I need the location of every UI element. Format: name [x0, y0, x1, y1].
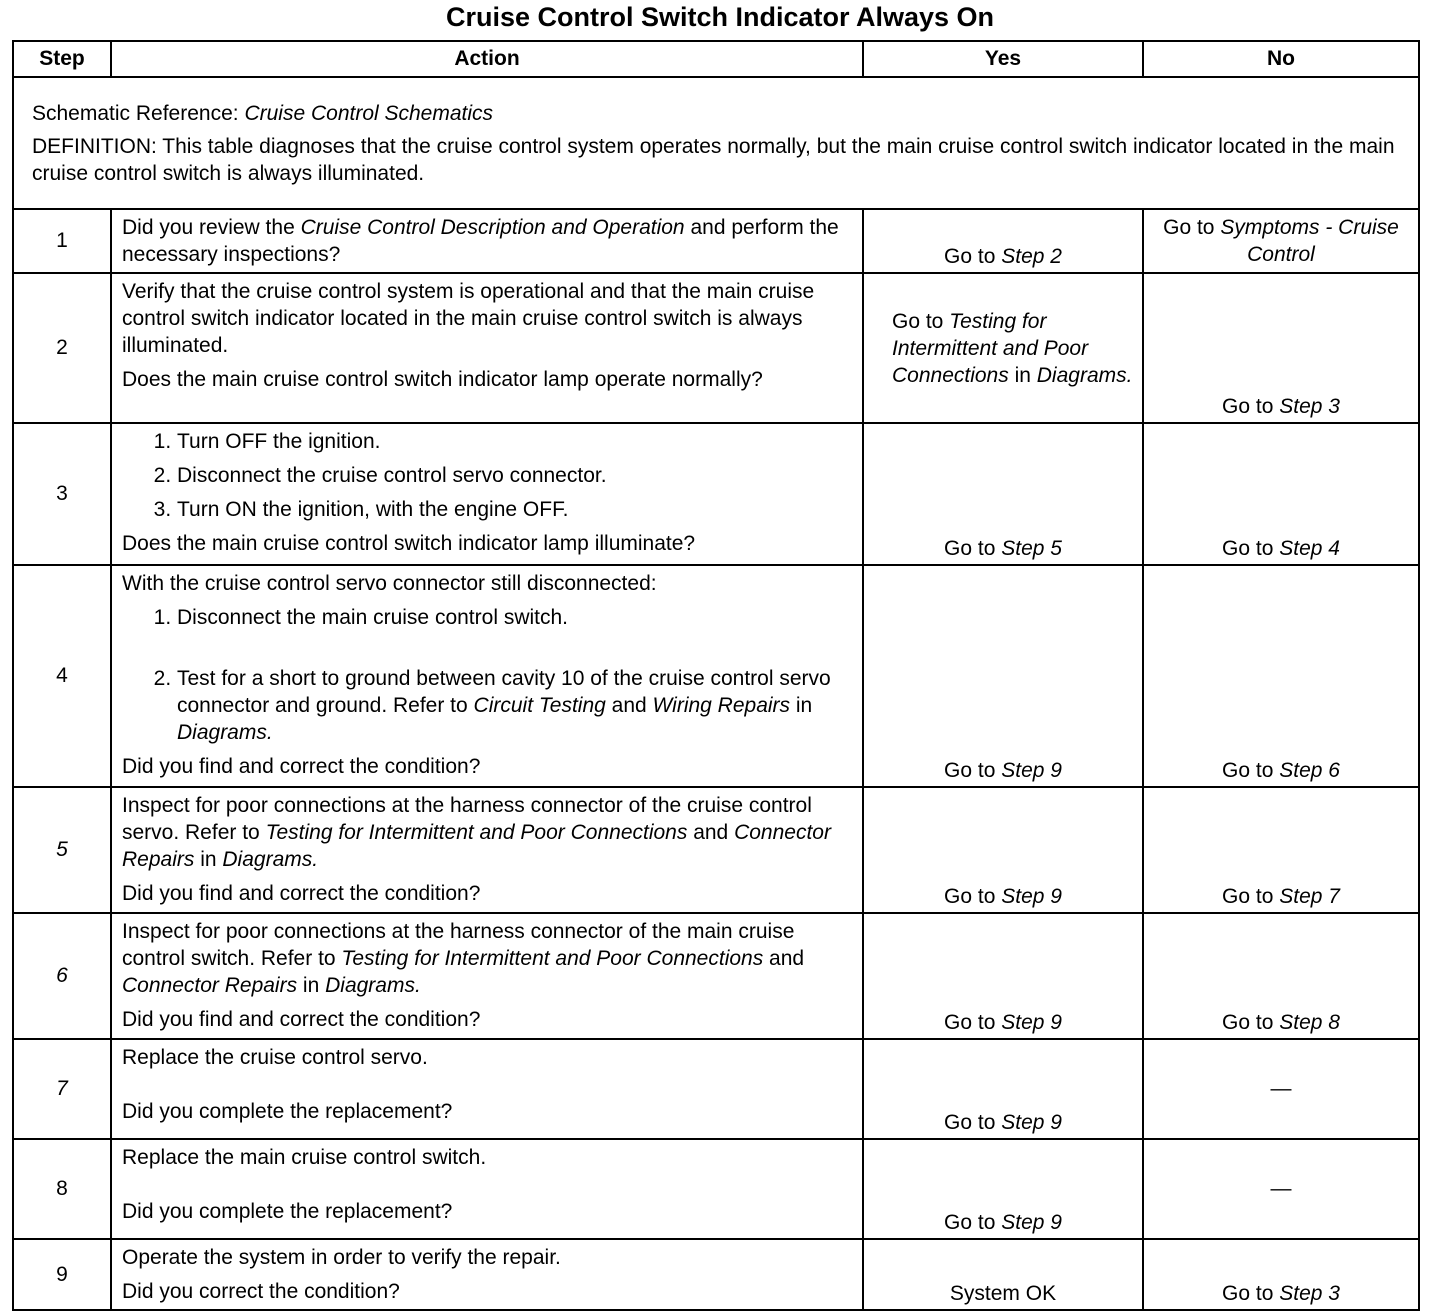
step-number: 2: [13, 273, 111, 423]
table-row: [13, 913, 1419, 1039]
action-cell: [111, 787, 863, 913]
no-ref: Step 4: [1279, 537, 1340, 560]
step-number: 7: [13, 1039, 111, 1139]
action-text: and perform the necessary inspections?: [122, 216, 839, 266]
no-ref: Step 8: [1279, 1011, 1340, 1034]
action-question: Did you correct the condition?: [122, 1280, 400, 1303]
yes-cell: [863, 787, 1143, 913]
table-row: [13, 273, 1419, 423]
action-text: Replace the main cruise control switch.: [122, 1146, 487, 1169]
no-cell: [1143, 913, 1419, 1039]
action-text: Inspect for poor connections at the harness connector of the main cruise control switch. Refer to: [122, 920, 795, 970]
action-ref: Testing for Intermittent and Poor Connections: [341, 947, 764, 970]
yes-text: Go to: [944, 759, 1002, 782]
yes-cell: System OK: [863, 1239, 1143, 1310]
yes-ref: Step 9: [1001, 1011, 1062, 1034]
no-text: Go to: [1222, 1011, 1280, 1034]
schematic-reference: [32, 100, 1400, 127]
action-cell: [111, 1039, 863, 1139]
yes-cell: [863, 423, 1143, 565]
action-text: in: [790, 694, 813, 717]
action-text: and: [687, 821, 735, 844]
table-row: [13, 209, 1419, 273]
spacer: [122, 1071, 852, 1091]
no-ref: Step 6: [1279, 759, 1340, 782]
table-row: [13, 565, 1419, 787]
yes-ref: Step 9: [1001, 1111, 1062, 1134]
no-ref: Step 3: [1279, 395, 1340, 418]
action-cell: [111, 565, 863, 787]
table-row: [13, 787, 1419, 913]
no-cell: [1143, 787, 1419, 913]
step-number: 1: [13, 209, 111, 273]
action-question: Did you complete the replacement?: [122, 1200, 453, 1223]
action-text: Verify that the cruise control system is operational and that the main cruise control switch indicator located in the main cruise control switch is always illuminated.: [122, 280, 815, 357]
step-number: 9: [13, 1239, 111, 1310]
action-question: Did you find and correct the condition?: [122, 755, 481, 778]
action-question: Did you find and correct the condition?: [122, 1008, 481, 1031]
action-cell: [111, 273, 863, 423]
no-text: Go to: [1222, 537, 1280, 560]
table-row: [13, 1039, 1419, 1139]
yes-ref: Diagrams.: [1036, 363, 1133, 387]
action-text: in: [297, 974, 326, 997]
action-text: [122, 918, 852, 999]
no-text: Go to: [1222, 885, 1280, 908]
action-text: Inspect for poor connections at the harness connector of the cruise control servo. Refer to: [122, 794, 812, 844]
step-number: 8: [13, 1139, 111, 1239]
action-text: With the cruise control servo connector still disconnected:: [122, 572, 657, 595]
action-ref: Connector Repairs: [122, 821, 831, 871]
header-no: No: [1143, 41, 1419, 77]
action-question: Does the main cruise control switch indicator lamp operate normally?: [122, 368, 763, 391]
no-text: Go to: [1222, 759, 1280, 782]
yes-text: Go to: [944, 537, 1002, 560]
definition: DEFINITION: This table diagnoses that the cruise control system operates normally, but the main cruise control switch indicator located in the main cruise control switch is always illuminated.: [32, 134, 1395, 185]
action-ref: Diagrams.: [325, 974, 421, 997]
yes-cell: [863, 565, 1143, 787]
action-cell: [111, 1239, 863, 1310]
action-cell: [111, 913, 863, 1039]
step-number: 5: [13, 787, 111, 913]
action-text: and: [605, 694, 653, 717]
action-text: Replace the cruise control servo.: [122, 1046, 428, 1069]
no-text: Go to: [1222, 1282, 1280, 1305]
no-cell: [1143, 273, 1419, 423]
yes-cell: [863, 1139, 1143, 1239]
action-list-item: 1. Disconnect the main cruise control switch.: [177, 604, 852, 631]
no-ref: Step 3: [1279, 1282, 1340, 1305]
action-question: Does the main cruise control switch indicator lamp illuminate?: [122, 532, 696, 555]
table-row: [13, 1139, 1419, 1239]
action-ref: Cruise Control Description and Operation: [300, 216, 685, 239]
schematic-ref: Cruise Control Schematics: [244, 101, 494, 125]
spacer: [122, 1171, 852, 1191]
no-cell: [1143, 423, 1419, 565]
page-title: Cruise Control Switch Indicator Always On: [445, 2, 995, 32]
yes-cell: [863, 1039, 1143, 1139]
action-ref: Circuit Testing: [473, 694, 606, 717]
action-cell: [111, 423, 863, 565]
yes-ref: Step 2: [1001, 245, 1062, 268]
header-yes: Yes: [863, 41, 1143, 77]
action-cell: [111, 209, 863, 273]
action-ref: Wiring Repairs: [652, 694, 791, 717]
yes-ref: Step 5: [1001, 537, 1062, 560]
action-text: Test for a short to ground between cavity 10 of the cruise control servo connector and ground. Refer to: [177, 667, 831, 717]
yes-ref: Testing for Intermittent and Poor Connections: [892, 309, 1089, 387]
yes-text: Go to: [944, 1011, 1002, 1034]
action-text: [122, 792, 852, 873]
no-cell: —: [1143, 1139, 1419, 1239]
yes-ref: Step 9: [1001, 759, 1062, 782]
action-question: Did you complete the replacement?: [122, 1100, 453, 1123]
schematic-row: [13, 77, 1419, 209]
table-row: [13, 423, 1419, 565]
schematic-label: Schematic Reference:: [32, 101, 239, 125]
header-step: Step: [13, 41, 111, 77]
action-question: Did you find and correct the condition?: [122, 882, 481, 905]
yes-text: Go to: [892, 309, 950, 333]
yes-text: Go to: [944, 1111, 1002, 1134]
no-cell: [1143, 565, 1419, 787]
action-text: and: [763, 947, 805, 970]
no-cell: —: [1143, 1039, 1419, 1139]
yes-cell: [863, 913, 1143, 1039]
yes-text: in: [1008, 363, 1037, 387]
no-cell: [1143, 209, 1419, 273]
no-text: Go to: [1163, 215, 1221, 239]
yes-ref: Step 9: [1001, 885, 1062, 908]
yes-cell: [863, 273, 1143, 423]
no-cell: [1143, 1239, 1419, 1310]
yes-cell: [863, 209, 1143, 273]
diagnostic-table: [12, 40, 1420, 1311]
yes-text: Go to: [944, 1211, 1002, 1234]
action-list-item: 2. Disconnect the cruise control servo connector.: [177, 462, 852, 489]
action-text: in: [194, 848, 223, 871]
table-header-row: [13, 41, 1419, 77]
step-number: 6: [13, 913, 111, 1039]
step-number: 4: [13, 565, 111, 787]
no-text: Go to: [1222, 395, 1280, 418]
step-number: 3: [13, 423, 111, 565]
action-ref: Connector Repairs: [122, 974, 298, 997]
yes-text: Go to: [944, 885, 1002, 908]
action-list-item: [177, 665, 852, 746]
no-ref: Step 7: [1279, 885, 1340, 908]
header-action: Action: [111, 41, 863, 77]
no-ref: Symptoms - Cruise Control: [1220, 215, 1399, 266]
action-cell: [111, 1139, 863, 1239]
table-row: [13, 1239, 1419, 1310]
action-list-item: 1. Turn OFF the ignition.: [177, 428, 852, 455]
action-text: Did you review the: [122, 216, 301, 239]
action-ref: Diagrams.: [177, 721, 273, 744]
yes-text: Go to: [944, 245, 1002, 268]
yes-ref: Step 9: [1001, 1211, 1062, 1234]
action-text: Operate the system in order to verify the repair.: [122, 1246, 561, 1269]
action-ref: Diagrams.: [222, 848, 319, 871]
action-list-item: 3. Turn ON the ignition, with the engine OFF.: [177, 496, 852, 523]
action-ref: Testing for Intermittent and Poor Connections: [265, 821, 688, 844]
